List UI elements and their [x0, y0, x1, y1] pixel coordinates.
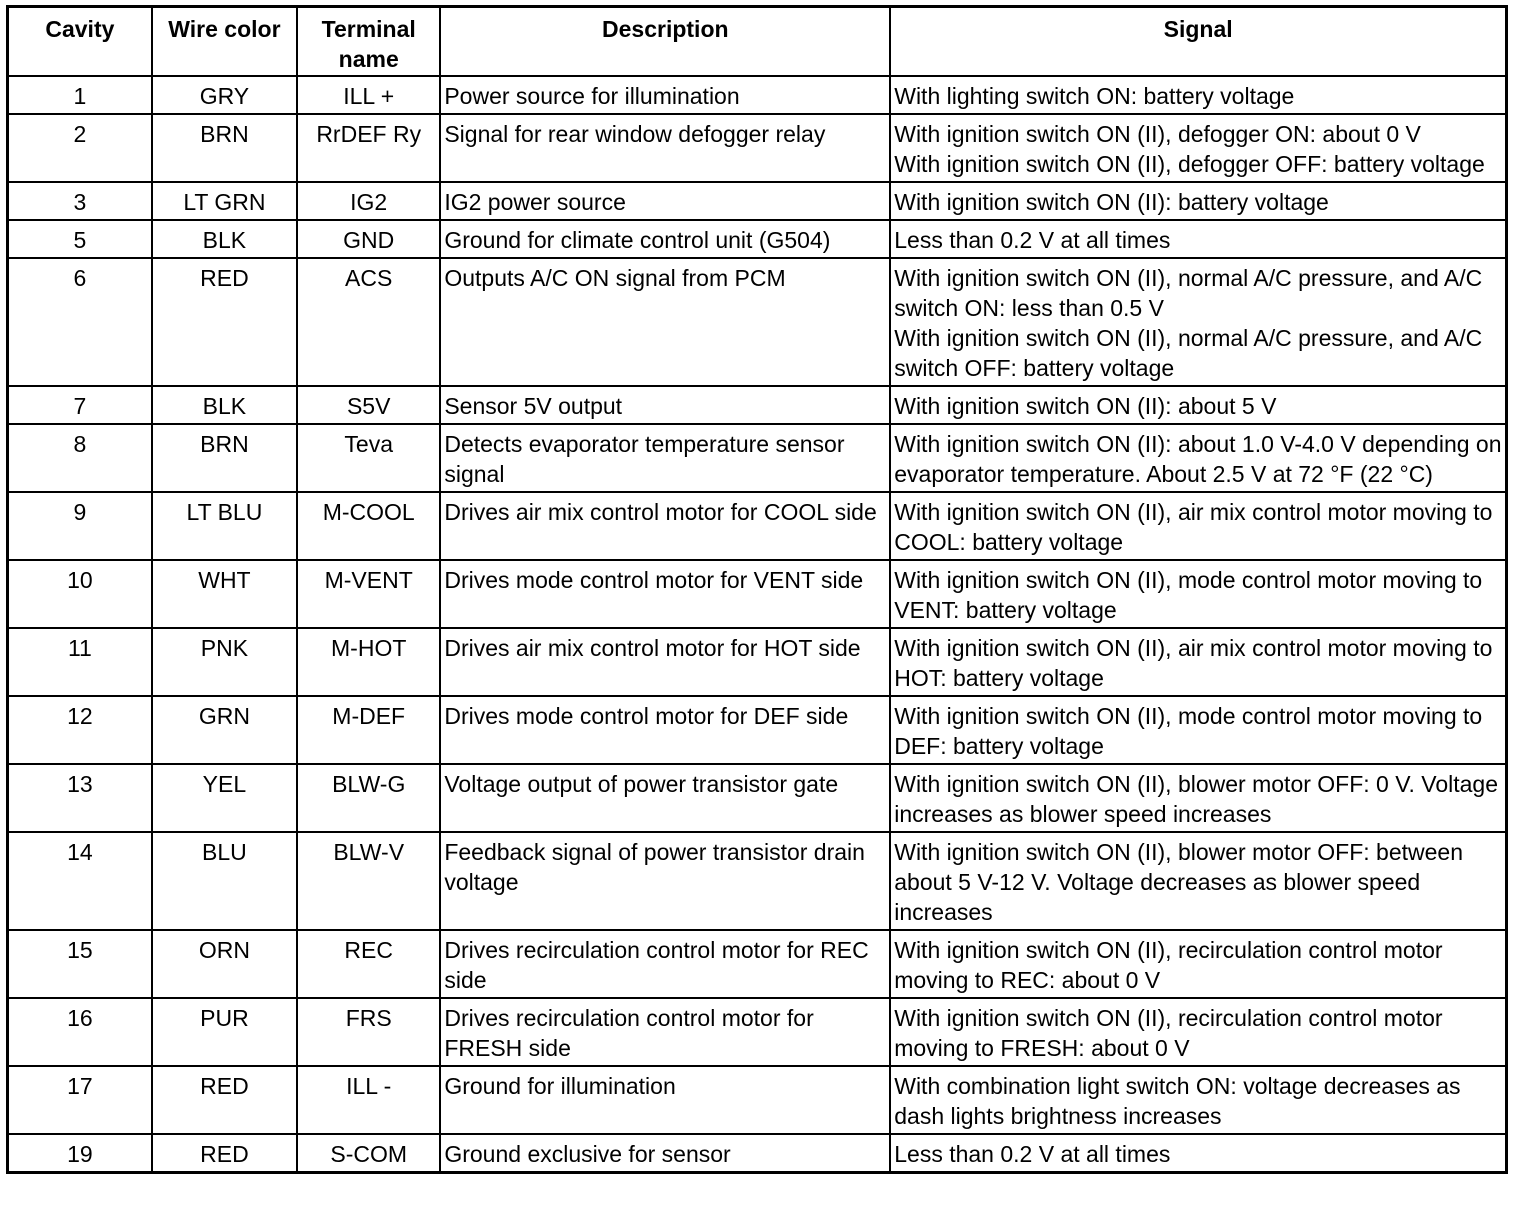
- cell-terminal-name: M-HOT: [297, 628, 440, 696]
- cell-description: Sensor 5V output: [440, 386, 890, 424]
- cell-terminal-name: Teva: [297, 424, 440, 492]
- cell-wire-color: BRN: [152, 114, 297, 182]
- cell-description: Detects evaporator temperature sensor signal: [440, 424, 890, 492]
- cell-description: Drives mode control motor for VENT side: [440, 560, 890, 628]
- cell-cavity: 13: [8, 764, 152, 832]
- cell-terminal-name: FRS: [297, 998, 440, 1066]
- cell-signal: With ignition switch ON (II), recirculation control motor moving to REC: about 0 V: [890, 930, 1506, 998]
- cell-signal: With ignition switch ON (II), air mix control motor moving to COOL: battery voltage: [890, 492, 1506, 560]
- cell-signal: With ignition switch ON (II): battery voltage: [890, 182, 1506, 220]
- table-header: [8, 7, 1507, 77]
- cell-terminal-name: S5V: [297, 386, 440, 424]
- cell-wire-color: PUR: [152, 998, 297, 1066]
- cell-signal: Less than 0.2 V at all times: [890, 1134, 1506, 1173]
- cell-terminal-name: ILL +: [297, 76, 440, 114]
- table-row: [8, 764, 1507, 832]
- cell-description: Ground for climate control unit (G504): [440, 220, 890, 258]
- table-row: [8, 696, 1507, 764]
- cell-terminal-name: M-DEF: [297, 696, 440, 764]
- table-row: [8, 1134, 1507, 1173]
- cell-terminal-name: RrDEF Ry: [297, 114, 440, 182]
- cell-wire-color: BLK: [152, 220, 297, 258]
- cell-terminal-name: M-COOL: [297, 492, 440, 560]
- cell-wire-color: PNK: [152, 628, 297, 696]
- cell-wire-color: GRY: [152, 76, 297, 114]
- cell-cavity: 17: [8, 1066, 152, 1134]
- cell-wire-color: WHT: [152, 560, 297, 628]
- table-row: [8, 76, 1507, 114]
- cell-description: Outputs A/C ON signal from PCM: [440, 258, 890, 386]
- cell-terminal-name: IG2: [297, 182, 440, 220]
- cell-description: Drives mode control motor for DEF side: [440, 696, 890, 764]
- cell-cavity: 1: [8, 76, 152, 114]
- connector-terminal-table: [6, 5, 1508, 1174]
- table-row: [8, 1066, 1507, 1134]
- cell-description: Drives air mix control motor for HOT side: [440, 628, 890, 696]
- cell-wire-color: RED: [152, 258, 297, 386]
- table-row: [8, 386, 1507, 424]
- cell-description: IG2 power source: [440, 182, 890, 220]
- header-wire-color: Wire color: [152, 7, 297, 77]
- cell-cavity: 2: [8, 114, 152, 182]
- cell-terminal-name: REC: [297, 930, 440, 998]
- table-row: [8, 424, 1507, 492]
- cell-signal: With ignition switch ON (II), blower motor OFF: 0 V. Voltage increases as blower speed increases: [890, 764, 1506, 832]
- cell-terminal-name: ILL -: [297, 1066, 440, 1134]
- cell-description: Signal for rear window defogger relay: [440, 114, 890, 182]
- table-row: [8, 628, 1507, 696]
- cell-signal: With combination light switch ON: voltage decreases as dash lights brightness increases: [890, 1066, 1506, 1134]
- cell-description: Power source for illumination: [440, 76, 890, 114]
- cell-signal: With ignition switch ON (II), normal A/C pressure, and A/C switch ON: less than 0.5 V With ignition switch ON (II), normal A/C pressure, and A/C switch OFF: battery voltage: [890, 258, 1506, 386]
- header-row: [8, 7, 1507, 77]
- cell-description: Drives air mix control motor for COOL side: [440, 492, 890, 560]
- header-terminal-name: Terminal name: [297, 7, 440, 77]
- table-row: [8, 832, 1507, 930]
- cell-terminal-name: BLW-G: [297, 764, 440, 832]
- cell-cavity: 19: [8, 1134, 152, 1173]
- cell-wire-color: LT GRN: [152, 182, 297, 220]
- cell-cavity: 9: [8, 492, 152, 560]
- cell-description: Drives recirculation control motor for FRESH side: [440, 998, 890, 1066]
- cell-wire-color: BLK: [152, 386, 297, 424]
- table-row: [8, 998, 1507, 1066]
- cell-cavity: 8: [8, 424, 152, 492]
- connector-table-wrapper: [6, 5, 1508, 1174]
- table-body: [8, 76, 1507, 1173]
- cell-terminal-name: GND: [297, 220, 440, 258]
- cell-wire-color: LT BLU: [152, 492, 297, 560]
- cell-wire-color: GRN: [152, 696, 297, 764]
- cell-signal: With ignition switch ON (II): about 5 V: [890, 386, 1506, 424]
- cell-terminal-name: ACS: [297, 258, 440, 386]
- cell-terminal-name: BLW-V: [297, 832, 440, 930]
- cell-signal: With ignition switch ON (II), recirculation control motor moving to FRESH: about 0 V: [890, 998, 1506, 1066]
- cell-cavity: 11: [8, 628, 152, 696]
- cell-description: Drives recirculation control motor for REC side: [440, 930, 890, 998]
- cell-signal: With ignition switch ON (II), air mix control motor moving to HOT: battery voltage: [890, 628, 1506, 696]
- cell-cavity: 6: [8, 258, 152, 386]
- cell-description: Ground exclusive for sensor: [440, 1134, 890, 1173]
- cell-terminal-name: S-COM: [297, 1134, 440, 1173]
- cell-signal: With ignition switch ON (II), defogger ON: about 0 V With ignition switch ON (II), defogger OFF: battery voltage: [890, 114, 1506, 182]
- cell-cavity: 12: [8, 696, 152, 764]
- cell-cavity: 5: [8, 220, 152, 258]
- cell-wire-color: BLU: [152, 832, 297, 930]
- cell-wire-color: ORN: [152, 930, 297, 998]
- cell-terminal-name: M-VENT: [297, 560, 440, 628]
- cell-signal: Less than 0.2 V at all times: [890, 220, 1506, 258]
- cell-cavity: 16: [8, 998, 152, 1066]
- table-row: [8, 492, 1507, 560]
- cell-wire-color: BRN: [152, 424, 297, 492]
- table-row: [8, 560, 1507, 628]
- table-row: [8, 258, 1507, 386]
- cell-wire-color: RED: [152, 1134, 297, 1173]
- cell-signal: With ignition switch ON (II): about 1.0 V-4.0 V depending on evaporator temperature. About 2.5 V at 72 °F (22 °C): [890, 424, 1506, 492]
- cell-wire-color: YEL: [152, 764, 297, 832]
- header-description: Description: [440, 7, 890, 77]
- cell-description: Voltage output of power transistor gate: [440, 764, 890, 832]
- header-cavity: Cavity: [8, 7, 152, 77]
- table-row: [8, 220, 1507, 258]
- cell-signal: With ignition switch ON (II), blower motor OFF: between about 5 V-12 V. Voltage decreases as blower speed increases: [890, 832, 1506, 930]
- cell-description: Feedback signal of power transistor drain voltage: [440, 832, 890, 930]
- cell-description: Ground for illumination: [440, 1066, 890, 1134]
- cell-signal: With ignition switch ON (II), mode control motor moving to DEF: battery voltage: [890, 696, 1506, 764]
- cell-cavity: 10: [8, 560, 152, 628]
- cell-cavity: 3: [8, 182, 152, 220]
- table-row: [8, 930, 1507, 998]
- cell-wire-color: RED: [152, 1066, 297, 1134]
- cell-signal: With lighting switch ON: battery voltage: [890, 76, 1506, 114]
- header-signal: Signal: [890, 7, 1506, 77]
- cell-signal: With ignition switch ON (II), mode control motor moving to VENT: battery voltage: [890, 560, 1506, 628]
- cell-cavity: 15: [8, 930, 152, 998]
- table-row: [8, 114, 1507, 182]
- table-row: [8, 182, 1507, 220]
- cell-cavity: 7: [8, 386, 152, 424]
- cell-cavity: 14: [8, 832, 152, 930]
